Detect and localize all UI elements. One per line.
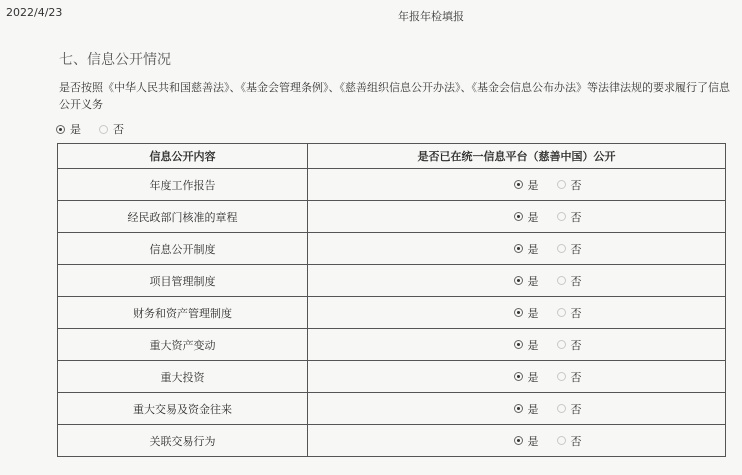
row-options	[308, 361, 726, 393]
radio-yes[interactable]	[514, 180, 523, 189]
radio-yes-label: 是	[527, 370, 539, 384]
radio-yes[interactable]	[514, 212, 523, 221]
radio-no-label: 否	[113, 123, 124, 136]
radio-yes[interactable]	[514, 276, 523, 285]
radio-yes[interactable]	[514, 244, 523, 253]
table-row	[58, 201, 726, 233]
section-title: 七、信息公开情况	[59, 52, 171, 68]
row-item: 经民政部门核准的章程	[58, 201, 308, 233]
radio-yes-label: 是	[527, 274, 539, 288]
radio-yes-label: 是	[70, 123, 81, 136]
row-item: 项目管理制度	[58, 265, 308, 297]
radio-no-label: 否	[570, 434, 582, 448]
radio-yes-label: 是	[527, 434, 539, 448]
radio-yes[interactable]	[514, 404, 523, 413]
row-options	[308, 169, 726, 201]
row-item: 重大交易及资金往来	[58, 393, 308, 425]
radio-no-label: 否	[570, 274, 582, 288]
row-options	[308, 265, 726, 297]
header-title: 年报年检填报	[398, 10, 464, 23]
radio-yes-label: 是	[527, 178, 539, 192]
row-options	[308, 329, 726, 361]
radio-no-label: 否	[570, 210, 582, 224]
table-row	[58, 393, 726, 425]
radio-yes[interactable]	[514, 436, 523, 445]
row-item: 年度工作报告	[58, 169, 308, 201]
table-row	[58, 233, 726, 265]
radio-no-label: 否	[570, 370, 582, 384]
disclosure-radio-group	[56, 121, 142, 137]
radio-no[interactable]	[557, 436, 566, 445]
radio-no[interactable]	[557, 244, 566, 253]
radio-no[interactable]	[557, 276, 566, 285]
radio-no-label: 否	[570, 242, 582, 256]
table-row	[58, 425, 726, 457]
radio-yes[interactable]	[514, 372, 523, 381]
radio-yes-label: 是	[527, 210, 539, 224]
row-options	[308, 233, 726, 265]
table-header-row	[58, 144, 726, 169]
row-item: 重大投资	[58, 361, 308, 393]
row-options	[308, 425, 726, 457]
row-item: 信息公开制度	[58, 233, 308, 265]
row-options	[308, 297, 726, 329]
radio-no-label: 否	[570, 306, 582, 320]
disclosure-question: 是否按照《中华人民共和国慈善法》、《基金会管理条例》、《慈善组织信息公开办法》、《基金会信息公布办法》等法律法规的要求履行了信息公开义务	[59, 81, 730, 111]
radio-yes-label: 是	[527, 242, 539, 256]
radio-yes[interactable]	[56, 125, 65, 134]
radio-no-label: 否	[570, 338, 582, 352]
radio-no-label: 否	[570, 178, 582, 192]
table-row	[58, 265, 726, 297]
radio-yes-label: 是	[527, 338, 539, 352]
table-row	[58, 297, 726, 329]
disclosure-table	[57, 143, 726, 457]
table-row	[58, 361, 726, 393]
table-row	[58, 329, 726, 361]
radio-yes-label: 是	[527, 402, 539, 416]
row-item: 财务和资产管理制度	[58, 297, 308, 329]
radio-no-label: 否	[570, 402, 582, 416]
radio-no[interactable]	[557, 212, 566, 221]
radio-yes[interactable]	[514, 340, 523, 349]
row-options	[308, 201, 726, 233]
header-content: 信息公开内容	[58, 144, 308, 169]
radio-no[interactable]	[557, 308, 566, 317]
header-published: 是否已在统一信息平台（慈善中国）公开	[308, 144, 726, 169]
radio-no[interactable]	[557, 340, 566, 349]
radio-no[interactable]	[99, 125, 108, 134]
radio-yes-label: 是	[527, 306, 539, 320]
radio-no[interactable]	[557, 180, 566, 189]
radio-yes[interactable]	[514, 308, 523, 317]
row-item: 重大资产变动	[58, 329, 308, 361]
header-date: 2022/4/23	[6, 6, 63, 19]
table-row	[58, 169, 726, 201]
radio-no[interactable]	[557, 404, 566, 413]
row-options	[308, 393, 726, 425]
row-item: 关联交易行为	[58, 425, 308, 457]
radio-no[interactable]	[557, 372, 566, 381]
